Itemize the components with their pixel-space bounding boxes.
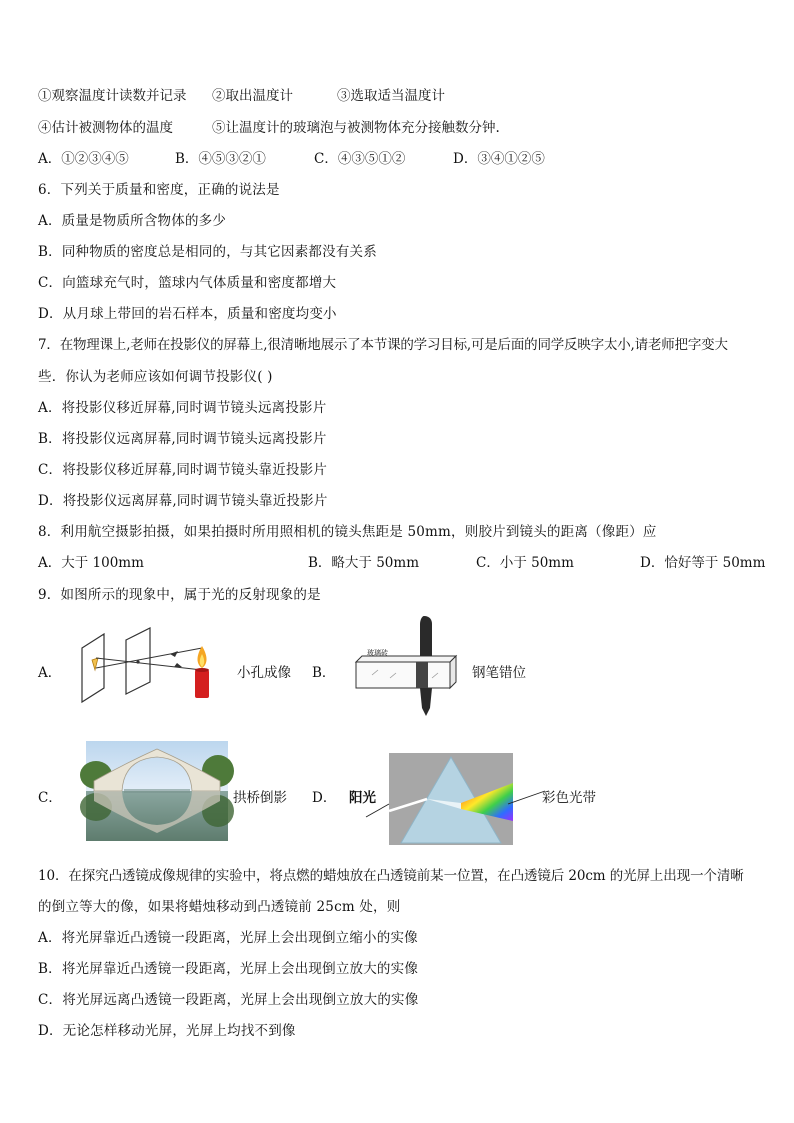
q5-option-d: D．③④①②⑤ [453,151,545,167]
q5-step-4: ④估计被测物体的温度 [38,120,173,136]
q5-step-5: ⑤让温度计的玻璃泡与被测物体充分接触数分钟. [212,120,500,136]
arch-bridge-figure [86,741,228,841]
q5-steps-row-1 [38,84,758,104]
q8-option-c: C．小于 50mm [476,555,574,571]
q9-c-letter: C． [38,790,62,806]
q10-option-d: D．无论怎样移动光屏，光屏上均找不到像 [38,1023,296,1039]
q5-step-3: ③选取适当温度计 [337,88,445,104]
q8-stem: 8．利用航空摄影拍摄，如果拍摄时所用照相机的镜头焦距是 50mm，则胶片到镜头的距离（像距）应 [38,524,657,540]
q8-option-b: B．略大于 50mm [308,555,419,571]
q5-options [38,147,758,167]
q5-option-c: C．④③⑤①② [314,151,406,167]
q7-option-a: A．将投影仪移近屏幕,同时调节镜头远离投影片 [38,400,327,416]
q10-stem-line-1: 10．在探究凸透镜成像规律的实验中，将点燃的蜡烛放在凸透镜前某一位置，在凸透镜后 20cm 的光屏上出现一个清晰 [38,868,744,884]
q9-b-glass-label: 玻璃砖 [367,649,388,657]
q8-option-a: A．大于 100mm [38,555,144,571]
q5-steps-row-2 [38,116,758,136]
pinhole-imaging-figure [78,626,218,706]
q8-options [38,551,766,571]
q7-stem-line-2: 些．你认为老师应该如何调节投影仪( ) [38,369,273,385]
q9-d-sun-label: 阳光 [349,790,376,806]
q9-d-letter: D． [312,790,337,806]
q5-step-2: ②取出温度计 [212,88,293,104]
q9-stem: 9．如图所示的现象中，属于光的反射现象的是 [38,587,321,603]
q7-stem-line-1: 7．在物理课上,老师在投影仪的屏幕上,很清晰地展示了本节课的学习目标,可是后面的同学反映字太小,请老师把字变大 [38,337,728,353]
q5-step-1: ①观察温度计读数并记录 [38,88,187,104]
q9-a-letter: A． [38,665,62,681]
q9-b-caption: 钢笔错位 [472,665,526,681]
q6-option-b: B．同种物质的密度总是相同的，与其它因素都没有关系 [38,244,377,260]
q10-option-b: B．将光屏靠近凸透镜一段距离，光屏上会出现倒立放大的实像 [38,961,419,977]
q9-c-caption: 拱桥倒影 [233,790,287,806]
q10-stem-line-2: 的倒立等大的像，如果将蜡烛移动到凸透镜前 25cm 处，则 [38,899,401,915]
q7-option-d: D．将投影仪远离屏幕,同时调节镜头靠近投影片 [38,493,328,509]
prism-dispersion-figure [389,753,513,845]
q6-option-c: C．向篮球充气时，篮球内气体质量和密度都增大 [38,275,337,291]
q6-stem: 6．下列关于质量和密度，正确的说法是 [38,182,280,198]
q7-option-c: C．将投影仪移近屏幕,同时调节镜头靠近投影片 [38,462,328,478]
q8-option-d: D．恰好等于 50mm [640,555,766,571]
q5-option-a: A．①②③④⑤ [38,151,129,167]
q9-b-letter: B． [312,665,336,681]
q5-option-b: B．④⑤③②① [175,151,266,167]
q7-option-b: B．将投影仪远离屏幕,同时调节镜头远离投影片 [38,431,327,447]
sunlight-pointer-line [365,803,391,819]
q10-option-c: C．将光屏远离凸透镜一段距离，光屏上会出现倒立放大的实像 [38,992,419,1008]
q9-d-caption: 彩色光带 [542,790,596,806]
spectrum-pointer-line [507,790,547,806]
q6-option-a: A．质量是物质所含物体的多少 [38,213,227,229]
q10-option-a: A．将光屏靠近凸透镜一段距离，光屏上会出现倒立缩小的实像 [38,930,418,946]
q6-option-d: D．从月球上带回的岩石样本，质量和密度均变小 [38,306,337,322]
q9-a-caption: 小孔成像 [237,665,291,681]
pen-glass-figure [350,612,462,718]
